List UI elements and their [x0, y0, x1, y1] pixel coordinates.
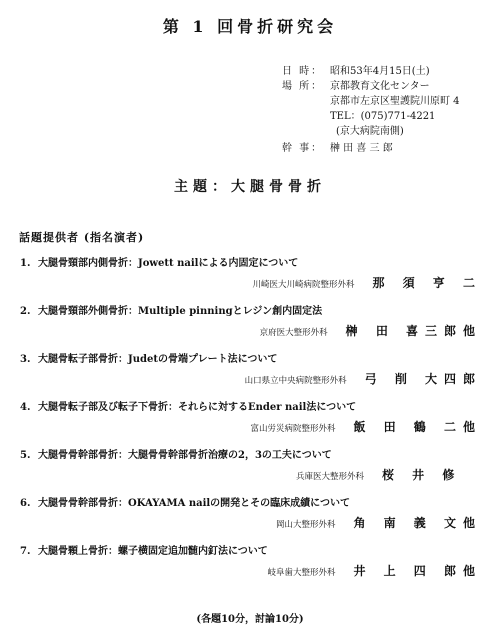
venue-row: [282, 79, 460, 94]
talk-number: 1.: [20, 258, 31, 269]
organizer-row: [282, 141, 460, 156]
talk-topic: [20, 494, 350, 509]
speaker-name: 桜 井 修: [382, 468, 462, 482]
speaker-name: 榊 田 喜三郎他: [345, 324, 482, 338]
talk-number: 5.: [20, 450, 31, 461]
talk-title: 大腿骨転子部及び転子下骨折：それらに対するEnder nail法について: [38, 402, 357, 413]
time-allocation-note: (各題10分，討論10分): [196, 614, 304, 625]
speaker-affiliation: 京府医大整形外科: [259, 328, 328, 338]
talk-title: 大腿骨頸部外側骨折：Multiple pinningとレジン創内固定法: [38, 306, 323, 317]
talk-topic: [20, 302, 322, 317]
talk-item: [0, 542, 500, 586]
talk-item: [0, 254, 500, 298]
speaker-affiliation: 岐阜歯大整形外科: [267, 568, 336, 578]
talk-item: [0, 494, 500, 538]
venue-label: 場 所：: [282, 81, 324, 92]
date-label: 日 時：: [282, 66, 324, 77]
meeting-info: [282, 64, 460, 156]
talk-number: 7.: [20, 546, 31, 557]
speaker-name: 角 南 義 文他: [353, 516, 482, 530]
talk-number: 2.: [20, 306, 31, 317]
organizer-name: 榊 田 喜 三 郎: [330, 143, 393, 154]
talk-number: 6.: [20, 498, 31, 509]
speaker-name: 井 上 四 郎他: [353, 564, 482, 578]
talk-speaker: [296, 466, 482, 483]
date-row: [282, 64, 460, 79]
venue-address: 京都市左京区聖護院川原町 4: [330, 96, 460, 107]
talk-number: 3.: [20, 354, 31, 365]
talk-speaker: [245, 370, 482, 387]
talk-topic: [20, 398, 356, 413]
date-value: 昭和53年4月15日(土): [330, 66, 430, 77]
talk-item: [0, 446, 500, 490]
speaker-name: 弓 削 大四郎: [364, 372, 482, 386]
document-title: 第 1 回骨折研究会: [162, 17, 338, 36]
speaker-affiliation: 川崎医大川崎病院整形外科: [252, 280, 355, 290]
talk-title: 大腿骨頸部内側骨折：Jowett nailによる内固定について: [38, 258, 299, 269]
speaker-name: 飯 田 鶴 二他: [353, 420, 482, 434]
talk-item: [0, 302, 500, 346]
talk-speaker: [260, 322, 482, 339]
talk-speaker: [252, 274, 482, 291]
talk-item: [0, 350, 500, 394]
talk-speaker: [276, 514, 482, 531]
speaker-name: 那 須 亨 二: [372, 276, 482, 290]
talk-number: 4.: [20, 402, 31, 413]
presenters-heading: 話題提供者 (指名演者): [19, 231, 145, 244]
theme-heading: 主題：大腿骨骨折: [174, 179, 326, 195]
speaker-affiliation: 岡山大整形外科: [275, 520, 336, 530]
talk-speaker: [250, 418, 482, 435]
talk-topic: [20, 350, 277, 365]
talk-title: 大腿骨骨幹部骨折：OKAYAMA nailの開発とその臨床成績について: [38, 498, 350, 509]
venue-name: 京都教育文化センター: [330, 81, 430, 92]
venue-note: (京大病院南側): [336, 126, 404, 137]
talk-speaker: [267, 562, 482, 579]
speaker-affiliation: 富山労災病院整形外科: [250, 424, 336, 434]
organizer-label: 幹 事：: [282, 143, 324, 154]
speaker-affiliation: 山口県立中央病院整形外科: [244, 376, 347, 386]
talk-title: 大腿骨顆上骨折：螺子横固定追加髄内釘法について: [38, 546, 268, 557]
talk-item: [0, 398, 500, 442]
talk-title: 大腿骨転子部骨折：Judetの骨端プレート法について: [38, 354, 278, 365]
speaker-affiliation: 兵庫医大整形外科: [295, 472, 364, 482]
talk-title: 大腿骨骨幹部骨折：大腿骨骨幹部骨折治療の2，3の工夫について: [38, 450, 332, 461]
talk-topic: [20, 446, 332, 461]
talk-topic: [20, 542, 268, 557]
talk-topic: [20, 254, 298, 269]
venue-tel: TEL：(075)771-4221: [330, 111, 436, 122]
